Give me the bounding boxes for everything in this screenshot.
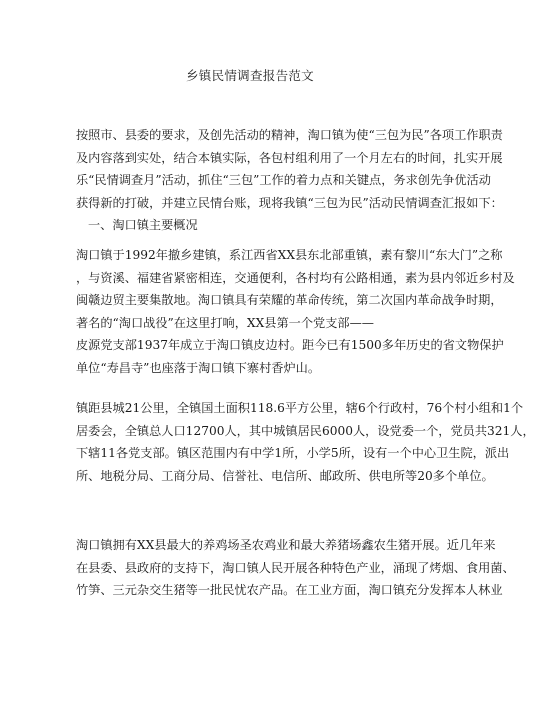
paragraph-industry (76, 534, 515, 602)
text-line: 在县委、县政府的支持下，淘口镇人民开展各种特色产业，涌现了烤烟、食用菌、 (76, 560, 515, 575)
document-title: 乡镇民情调查报告范文 (185, 68, 314, 83)
paragraph-intro (76, 124, 503, 237)
text-line: ，与资溪、福建省紧密相连，交通便利，各村均有公路相通，素为县内邻近乡村及 (76, 270, 515, 285)
text-line: 皮源党支部1937年成立于淘口镇皮边村。距今已有1500多年历史的省文物保护 (76, 338, 504, 353)
paragraph-overview (76, 244, 515, 380)
text-line: 单位“寿昌寺”也座落于淘口镇下寨村香炉山。 (76, 360, 321, 375)
text-line: 著名的“淘口战役”在这里打响，XX县第一个党支部—— (76, 315, 374, 330)
text-line: 镇距县城21公里，全镇国土面积118.6平方公里，辖6个行政村，76个村小组和1个 (76, 401, 524, 415)
text-line: 及内容落到实处，结合本镇实际，各包村组利用了一个月左右的时间，扎实开展 (76, 150, 503, 165)
text-line: 下辖11各党支部。镇区范围内有中学1所，小学5所，设有一个中心卫生院，派出 (76, 446, 510, 461)
text-line: 竹笋、三元杂交生猪等一批民忧农产品。在工业方面，淘口镇充分发挥本人林业 (76, 583, 503, 598)
text-line: 获得新的打破，并建立民情台账，现将我镇“三包为民”活动民情调查汇报如下： (76, 195, 503, 210)
text-line: 居委会，全镇总人口12700人，其中城镇居民6000人，设党委一个，党员共321人， (76, 423, 535, 438)
text-line: 所、地税分局、工商分局、信誉社、电信所、邮政所、供电所等20多个单位。 (76, 468, 494, 483)
section-heading: 一、淘口镇主要概况 (88, 218, 198, 233)
text-line: 乐“民情调查月”活动，抓住“三包”工作的着力点和关键点，务求创先争优活动 (76, 173, 491, 188)
text-line: 淘口镇拥有XX县最大的养鸡场圣农鸡业和最大养猪场鑫农生猪开展。近几年来 (76, 538, 496, 552)
text-line: 按照市、县委的要求，及创先活动的精神，淘口镇为使“三包为民”各项工作职责 (76, 128, 503, 142)
text-line: 淘口镇于1992年撤乡建镇，系江西省XX县东北部重镇，素有黎川“东大门”之称 (76, 248, 503, 262)
text-line: 闽赣边贸主要集散地。淘口镇具有荣耀的革命传统，第二次国内革命战争时期， (76, 293, 503, 308)
paragraph-statistics (76, 397, 535, 487)
